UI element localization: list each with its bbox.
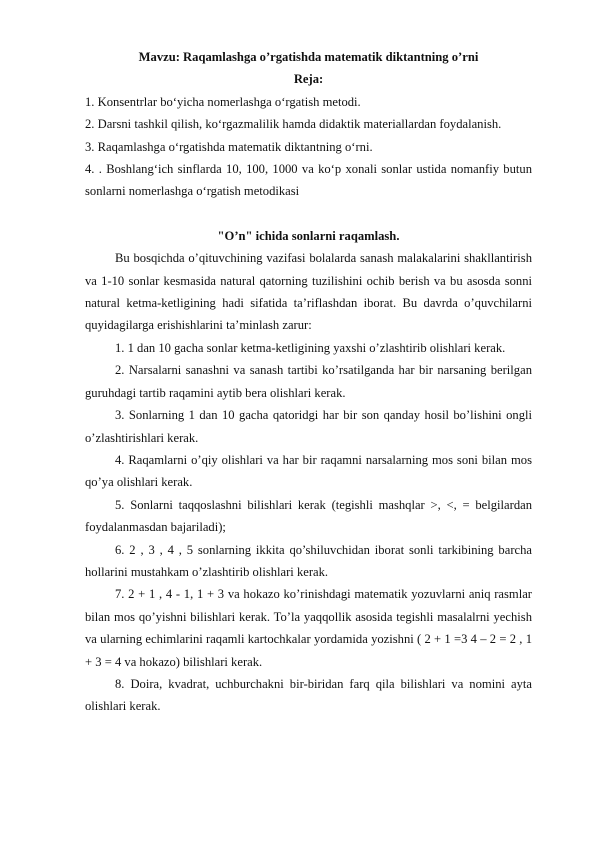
plan-list (85, 91, 532, 203)
point-paragraph: 6. 2 , 3 , 4 , 5 sonlarning ikkita qo’shiluvchidan iborat sonli tarkibining barcha hollarini mustahkam o’zlashtirib olishlari kerak. (85, 542, 532, 579)
plan-item: 3. Raqamlashga o‘rgatishda matematik diktantning o‘rni. (85, 139, 373, 154)
point-paragraph: 3. Sonlarning 1 dan 10 gacha qatoridgi har bir son qanday hosil bo’lishini ongli o’zlashtirishlari kerak. (85, 408, 532, 445)
point-paragraph: 7. 2 + 1 , 4 - 1, 1 + 3 va hokazo ko’rinishdagi matematik yozuvlarni aniq rasmlar bilan mos qo’yishni bilishlari kerak. To’la yaqqollik asosida tegishli masalalrni yechish va ularning echimlarini raqamli kartochkalar yordamida yozishni ( 2 + 1 =3 4 – 2 = 2 , 1 + 3 = 4 va hokazo) bilishlari kerak. (85, 587, 532, 669)
plan-heading: Reja: (293, 72, 324, 87)
plan-item: 2. Darsni tashkil qilish, ko‘rgazmalilik hamda didaktik materiallardan foydalanish. (85, 117, 502, 132)
intro-paragraph: Bu bosqichda o’qituvchining vazifasi bolalarda sanash malakalarini shakllantirish va 1-10 sonlar kesmasida natural qatorning tuzilishini ochib berish va bu asosda sonni natural ketma-ketligining hadi sifatida ta’riflashdan iborat. Bu davrda o’quvchilarni quyidagilarga erishishlarini ta’minlash zarur: (85, 251, 532, 333)
plan-item: 1. Konsentrlar bo‘yicha nomerlashga o‘rgatish metodi. (85, 94, 361, 109)
point-paragraph: 5. Sonlarni taqqoslashni bilishlari kerak (tegishli mashqlar >, <, = belgilardan foydalanmasdan bajariladi); (85, 497, 532, 535)
point-paragraph: 4. Raqamlarni o’qiy olishlari va har bir raqamni narsalarning mos soni bilan mos qo’ya olishlari kerak. (85, 452, 532, 490)
document-page (85, 46, 532, 718)
point-paragraph: 2. Narsalarni sanashni va sanash tartibi ko’rsatilganda har bir narsaning berilgan guruhdagi tartib raqamini aytib bera olishlari kerak. (85, 363, 532, 400)
document-title: Mavzu: Raqamlashga o’rgatishda matematik diktantning o’rni (138, 50, 479, 64)
section-body (85, 247, 532, 718)
plan-item: 4. . Boshlang‘ich sinflarda 10, 100, 1000 va ko‘p xonali sonlar ustida nomanfiy butun sonlarni nomerlashga o‘rgatish metodikasi (85, 162, 532, 199)
section-title: "O’n" ichida sonlarni raqamlash. (217, 228, 400, 243)
point-paragraph: 1. 1 dan 10 gacha sonlar ketma-ketligining yaxshi o’zlashtirib olishlari kerak. (115, 340, 506, 355)
point-paragraph: 8. Doira, kvadrat, uchburchakni bir-biridan farq qila bilishlari va nomini ayta olishlari kerak. (85, 676, 532, 714)
